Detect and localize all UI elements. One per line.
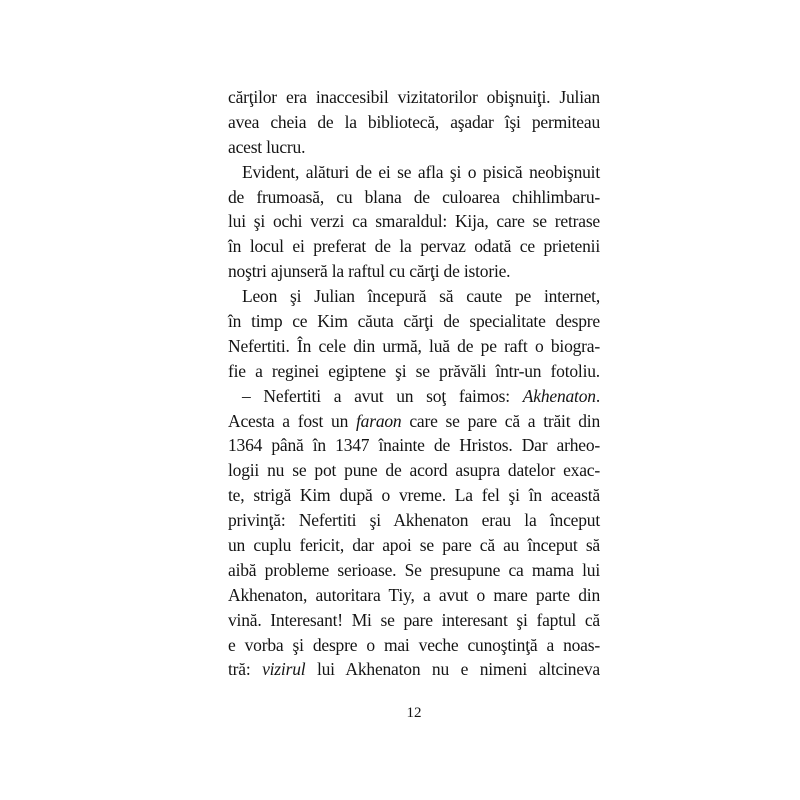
text-line: Nefertiti. În cele din urmă, luă de pe raft o biogra-: [228, 335, 600, 356]
text-line: aibă probleme serioase. Se presupune ca mama lui: [228, 559, 600, 580]
text-line: privinţă: Nefertiti şi Akhenaton erau la început: [228, 510, 600, 531]
text-line: noştri ajunseră la raftul cu cărţi de istorie.: [228, 261, 511, 282]
text-line: [228, 409, 600, 434]
text-line: Leon şi Julian începură să caute pe internet,: [242, 286, 600, 307]
paragraph: [228, 284, 600, 384]
paragraph: [228, 384, 600, 683]
text-line: [242, 384, 600, 409]
paragraph: [228, 85, 600, 160]
paragraph: [228, 160, 600, 284]
italic-term: faraon: [356, 410, 402, 431]
body-text: [228, 85, 600, 682]
text-segment: – Nefertiti a avut un soţ faimos:: [242, 385, 523, 406]
text-line: de frumoasă, cu blana de culoarea chihlimbaru-: [228, 186, 600, 207]
text-line: 1364 până în 1347 înainte de Hristos. Dar arheo-: [228, 435, 600, 456]
text-line: acest lucru.: [228, 136, 306, 157]
text-line: te, strigă Kim după o vreme. La fel şi în această: [228, 485, 600, 506]
text-line: vină. Interesant! Mi se pare interesant şi faptul că: [228, 609, 600, 630]
text-segment: .: [595, 385, 600, 406]
text-segment: care se pare că a trăit din: [401, 410, 600, 431]
text-line: Evident, alături de ei se afla şi o pisică neobişnuit: [242, 161, 600, 182]
text-line: [228, 657, 600, 682]
text-line: lui şi ochi verzi ca smaraldul: Kija, care se retrase: [228, 211, 600, 232]
italic-term: Akhenaton: [522, 385, 596, 406]
text-segment: lui Akhenaton nu e nimeni altcineva: [305, 659, 600, 680]
text-line: fie a reginei egiptene şi se prăvăli într-un fotoliu.: [228, 360, 600, 381]
text-segment: tră:: [228, 659, 263, 680]
text-line: logii nu se pot pune de acord asupra datelor exac-: [228, 460, 600, 481]
text-line: cărţilor era inaccesibil vizitatorilor obişnuiţi. Julian: [228, 87, 600, 107]
italic-term: vizirul: [262, 659, 306, 680]
page-number: 12: [406, 705, 422, 721]
text-line: avea cheia de la bibliotecă, aşadar îşi permiteau: [228, 111, 600, 132]
text-line: în timp ce Kim căuta cărţi de specialitate despre: [228, 311, 600, 332]
text-line: Akhenaton, autoritara Tiy, a avut o mare parte din: [228, 584, 600, 605]
text-segment: Acesta a fost un: [228, 410, 356, 431]
text-line: în locul ei preferat de la pervaz odată ce prietenii: [228, 236, 600, 257]
text-line: un cuplu fericit, dar apoi se pare că au început să: [228, 535, 600, 556]
text-line: e vorba şi despre o mai veche cunoştinţă a noas-: [228, 634, 600, 655]
